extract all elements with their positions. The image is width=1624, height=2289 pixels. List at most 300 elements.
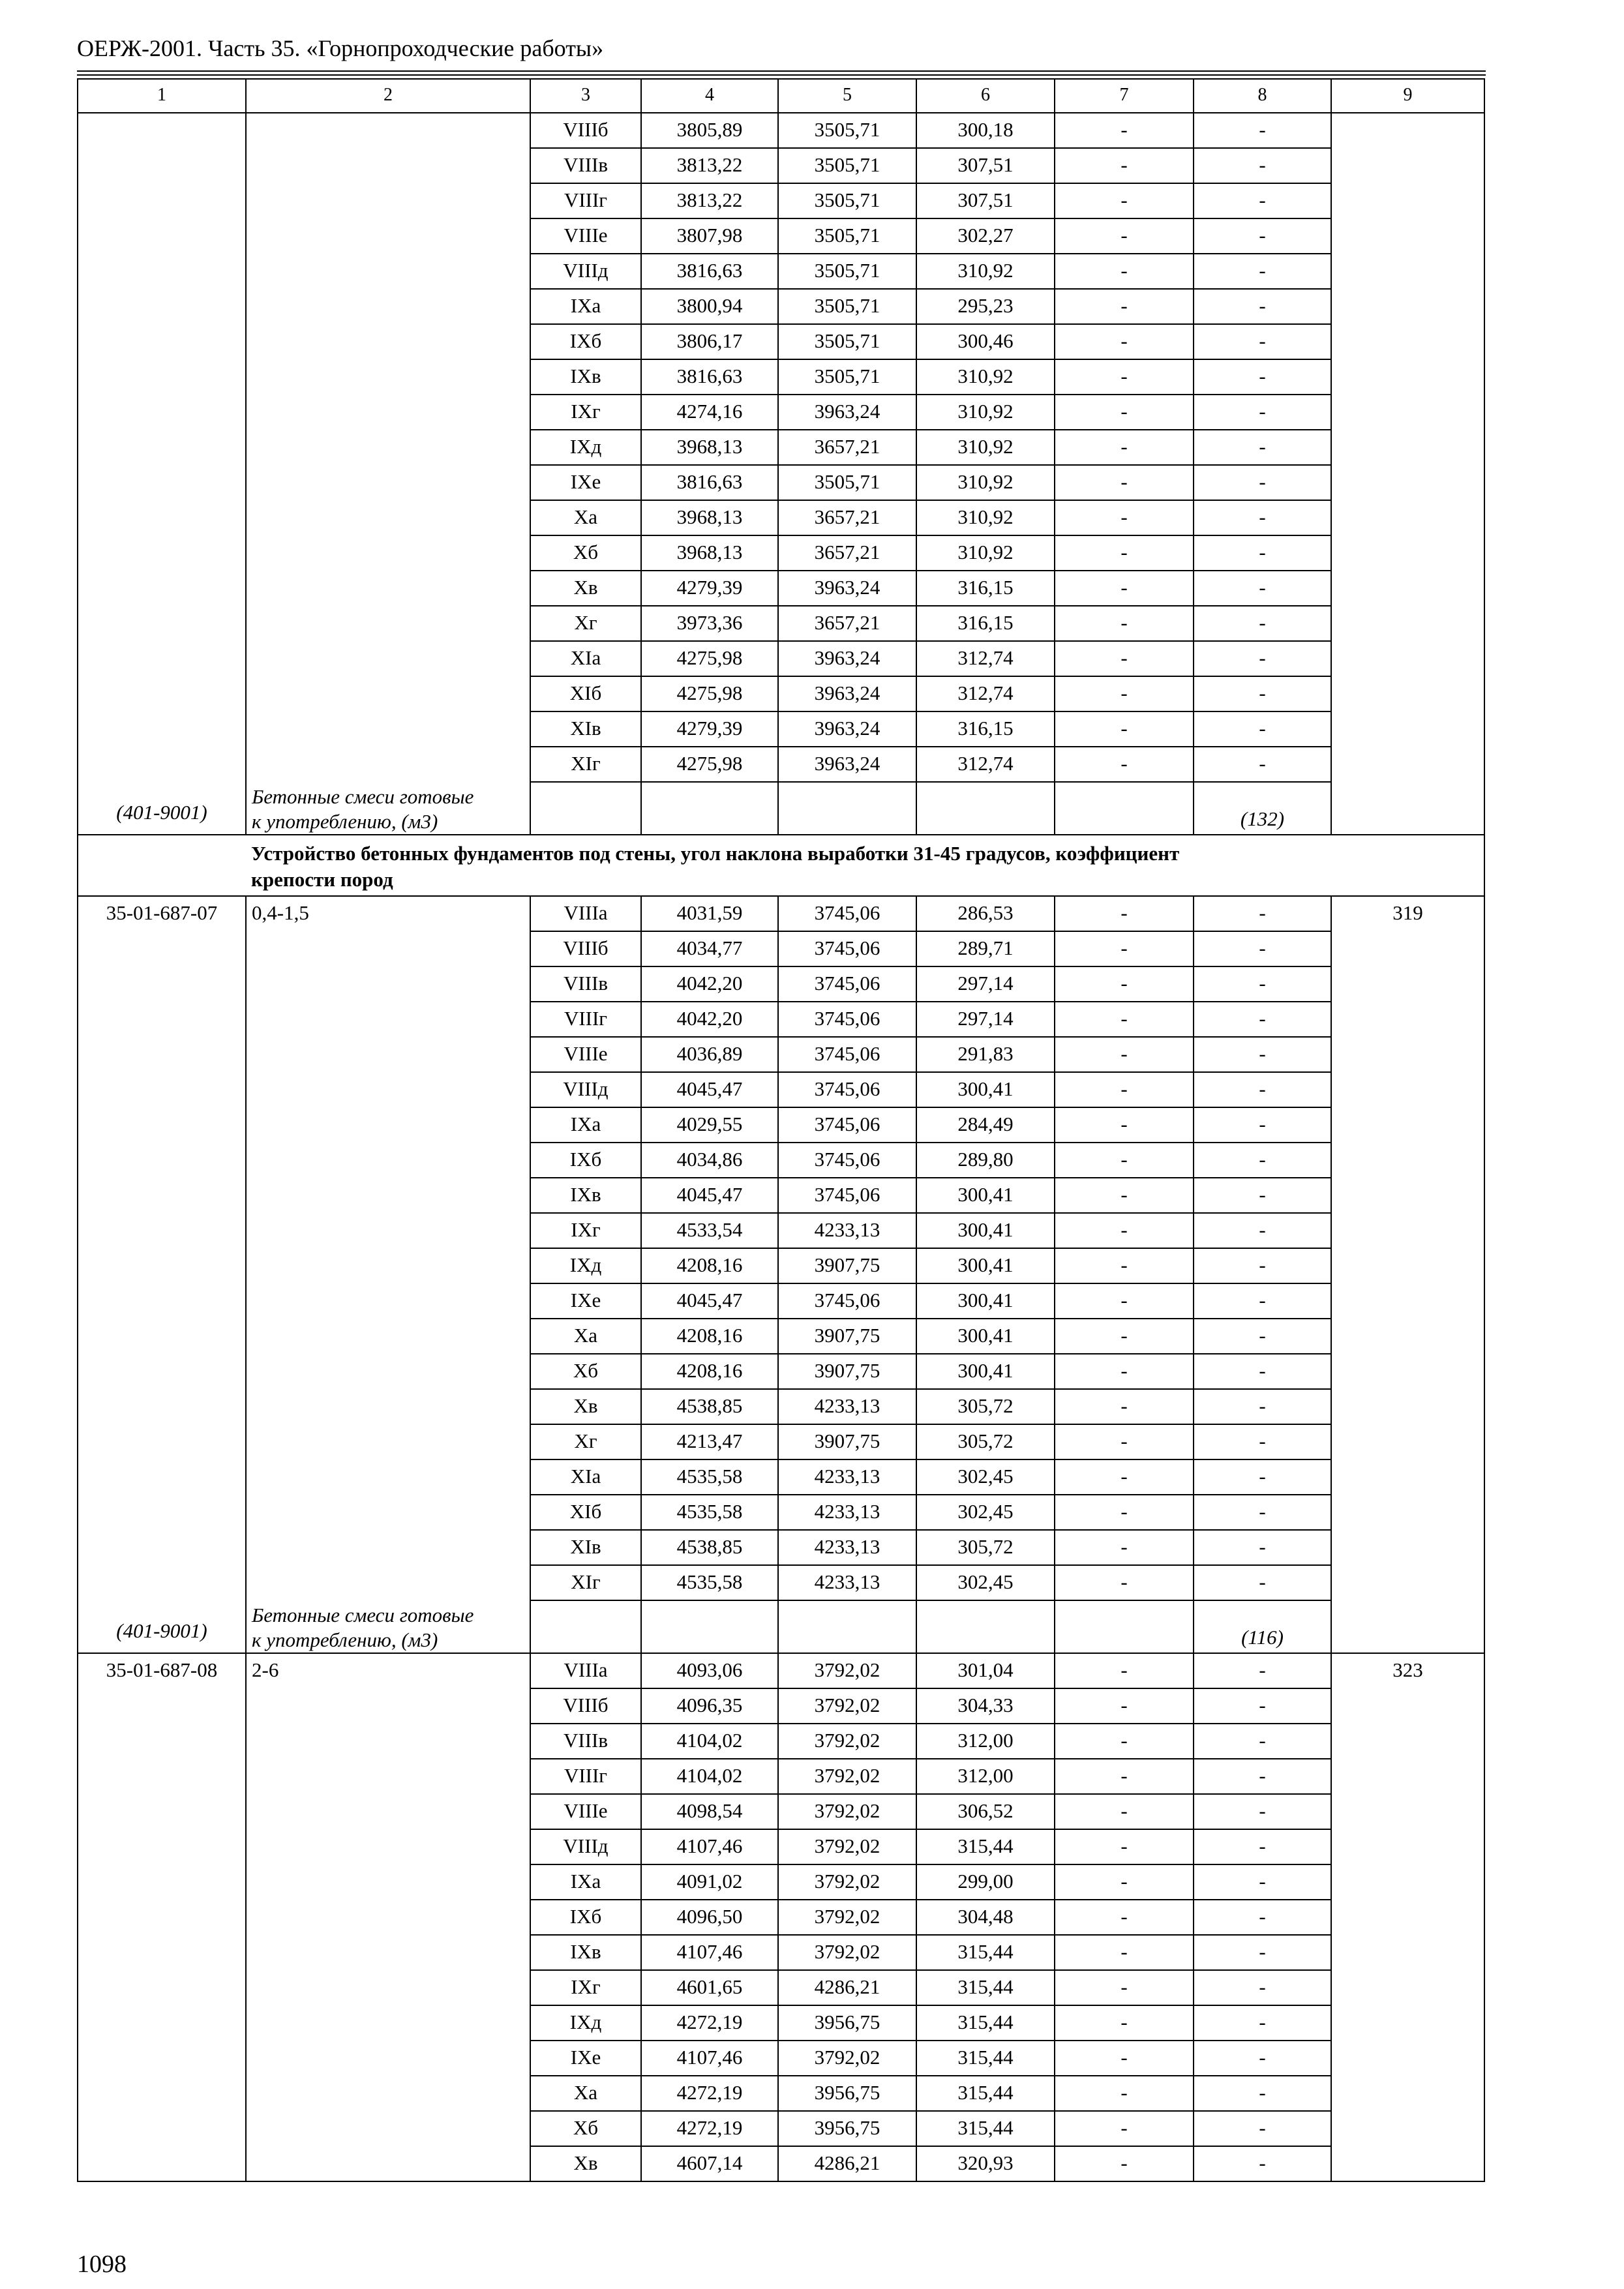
section-title-row [78, 835, 1484, 896]
rock-category: Xб [530, 535, 641, 571]
value-cell: 310,92 [916, 395, 1055, 430]
rate-parameter: 0,4-1,5 [246, 896, 530, 1600]
value-cell: - [1055, 254, 1194, 289]
rate-parameter: 2-6 [246, 1653, 530, 2181]
value-cell: 4535,58 [641, 1495, 778, 1530]
value-cell: 291,83 [916, 1037, 1055, 1072]
rock-category: IXг [530, 1970, 641, 2005]
value-cell: 4096,35 [641, 1688, 778, 1724]
value-cell: 4034,86 [641, 1143, 778, 1178]
header-rule-bottom [77, 74, 1486, 76]
rock-category: Xг [530, 606, 641, 641]
value-cell: 3745,06 [778, 1037, 916, 1072]
column-number-row [78, 79, 1484, 113]
rock-category: XIв [530, 1530, 641, 1565]
rock-category: IXб [530, 324, 641, 359]
value-cell: - [1194, 606, 1331, 641]
value-cell: 3505,71 [778, 359, 916, 395]
value-cell: - [1194, 1389, 1331, 1424]
value-cell: 4538,85 [641, 1530, 778, 1565]
value-cell: - [1055, 2111, 1194, 2146]
rock-category: XIа [530, 641, 641, 676]
value-cell: 3745,06 [778, 1178, 916, 1213]
value-cell: - [1055, 359, 1194, 395]
value-cell: - [1194, 148, 1331, 183]
value-cell: - [1055, 1354, 1194, 1389]
value-cell: 3745,06 [778, 966, 916, 1002]
value-cell: 3745,06 [778, 1143, 916, 1178]
value-cell: - [1194, 1530, 1331, 1565]
value-cell: 284,49 [916, 1107, 1055, 1143]
value-cell: 3963,24 [778, 711, 916, 747]
value-cell: - [1194, 218, 1331, 254]
value-cell: 316,15 [916, 606, 1055, 641]
value-cell: - [1055, 430, 1194, 465]
value-cell: 315,44 [916, 2111, 1055, 2146]
value-cell: 4107,46 [641, 1935, 778, 1970]
value-cell: - [1055, 2005, 1194, 2041]
resource-name [246, 782, 530, 835]
value-cell: - [1194, 1107, 1331, 1143]
value-cell: 3968,13 [641, 430, 778, 465]
value-cell: 3968,13 [641, 500, 778, 535]
rock-category: Xа [530, 1319, 641, 1354]
value-cell: - [1055, 1653, 1194, 1688]
resource-row [78, 782, 1484, 835]
value-cell: 300,41 [916, 1319, 1055, 1354]
value-cell: - [1055, 218, 1194, 254]
rock-category: IXд [530, 2005, 641, 2041]
value-cell: 315,44 [916, 1829, 1055, 1864]
rock-category: XIг [530, 1565, 641, 1600]
rock-category: IXе [530, 1283, 641, 1319]
value-cell: 4272,19 [641, 2111, 778, 2146]
value-cell: 316,15 [916, 571, 1055, 606]
value-cell: 3792,02 [778, 1724, 916, 1759]
value-cell: 320,93 [916, 2146, 1055, 2181]
rock-category: Xв [530, 571, 641, 606]
value-cell: - [1194, 747, 1331, 782]
rock-category: VIIIг [530, 1002, 641, 1037]
rock-category: IXе [530, 465, 641, 500]
rock-category: VIIIд [530, 1829, 641, 1864]
resource-name-line: Бетонные смеси готовые [252, 1604, 474, 1626]
value-cell: 4538,85 [641, 1389, 778, 1424]
value-cell: 4096,50 [641, 1900, 778, 1935]
rock-category: IXб [530, 1143, 641, 1178]
value-cell: 4107,46 [641, 2041, 778, 2076]
value-cell: 3745,06 [778, 1072, 916, 1107]
value-cell: 3505,71 [778, 254, 916, 289]
rock-category: XIг [530, 747, 641, 782]
rock-category: XIв [530, 711, 641, 747]
value-cell: - [1055, 1829, 1194, 1864]
value-cell: 4045,47 [641, 1072, 778, 1107]
value-cell: - [1055, 1935, 1194, 1970]
value-cell: 312,74 [916, 641, 1055, 676]
value-cell: 286,53 [916, 896, 1055, 931]
value-cell: - [1055, 1688, 1194, 1724]
value-cell: 307,51 [916, 183, 1055, 218]
value-cell: - [1194, 2005, 1331, 2041]
rock-category: VIIIе [530, 218, 641, 254]
rock-category: IXв [530, 359, 641, 395]
value-cell: 3505,71 [778, 183, 916, 218]
value-cell: - [1194, 1354, 1331, 1389]
value-cell: 3963,24 [778, 747, 916, 782]
value-cell: - [1055, 289, 1194, 324]
value-cell: 3505,71 [778, 289, 916, 324]
value-cell: 3745,06 [778, 896, 916, 931]
empty-cell [1055, 782, 1194, 835]
value-cell: - [1055, 1319, 1194, 1354]
table-row [78, 896, 1484, 931]
value-cell: 310,92 [916, 465, 1055, 500]
value-cell: - [1194, 183, 1331, 218]
value-cell: 4233,13 [778, 1530, 916, 1565]
value-cell: 300,41 [916, 1248, 1055, 1283]
value-cell: 3792,02 [778, 1653, 916, 1688]
rock-category: XIа [530, 1459, 641, 1495]
value-cell: - [1055, 676, 1194, 711]
value-cell: 315,44 [916, 2041, 1055, 2076]
value-cell: 3813,22 [641, 148, 778, 183]
value-cell: 297,14 [916, 966, 1055, 1002]
resource-name-line: к употреблению, (м3) [252, 810, 438, 833]
value-cell: 299,00 [916, 1864, 1055, 1900]
value-cell: 3792,02 [778, 1900, 916, 1935]
value-cell: 300,41 [916, 1072, 1055, 1107]
rock-category: IXе [530, 2041, 641, 2076]
value-cell: - [1194, 1688, 1331, 1724]
value-cell: - [1055, 1143, 1194, 1178]
value-cell: 295,23 [916, 289, 1055, 324]
value-cell: 3907,75 [778, 1319, 916, 1354]
value-cell: - [1055, 1530, 1194, 1565]
value-cell: - [1194, 324, 1331, 359]
value-cell: 3963,24 [778, 571, 916, 606]
value-cell: 3792,02 [778, 1688, 916, 1724]
rock-category: IXд [530, 1248, 641, 1283]
value-cell: - [1055, 1495, 1194, 1530]
value-cell: 312,00 [916, 1724, 1055, 1759]
value-cell: 4233,13 [778, 1389, 916, 1424]
value-cell: 302,45 [916, 1565, 1055, 1600]
empty-cell [1055, 1600, 1194, 1653]
value-cell: 3657,21 [778, 430, 916, 465]
value-cell: - [1194, 2146, 1331, 2181]
value-cell: - [1055, 931, 1194, 966]
value-cell: 4208,16 [641, 1354, 778, 1389]
value-cell: 310,92 [916, 430, 1055, 465]
value-cell: 4233,13 [778, 1565, 916, 1600]
value-cell: 4275,98 [641, 747, 778, 782]
value-cell: 302,27 [916, 218, 1055, 254]
value-cell: - [1055, 1283, 1194, 1319]
value-cell: - [1055, 1794, 1194, 1829]
value-cell: 3800,94 [641, 289, 778, 324]
value-cell: - [1194, 571, 1331, 606]
empty-cell [778, 782, 916, 835]
value-cell: - [1055, 324, 1194, 359]
empty-cell [916, 1600, 1055, 1653]
value-cell: 312,74 [916, 676, 1055, 711]
value-cell: - [1055, 966, 1194, 1002]
value-cell: - [1055, 183, 1194, 218]
rock-category: VIIIе [530, 1037, 641, 1072]
rock-category: IXв [530, 1935, 641, 1970]
reference-number [1331, 113, 1484, 835]
rock-category: Xб [530, 1354, 641, 1389]
rock-category: Xв [530, 1389, 641, 1424]
value-cell: - [1194, 1565, 1331, 1600]
value-cell: 3816,63 [641, 359, 778, 395]
value-cell: - [1055, 1724, 1194, 1759]
value-cell: - [1194, 1319, 1331, 1354]
value-cell: 4274,16 [641, 395, 778, 430]
page-number: 1098 [77, 2251, 127, 2278]
table-row [78, 113, 1484, 148]
section-title-line: Устройство бетонных фундаментов под стены, угол наклона выработки 31-45 градусов, коэффициент [251, 842, 1180, 865]
value-cell: 4208,16 [641, 1248, 778, 1283]
value-cell: - [1055, 500, 1194, 535]
value-cell: 4213,47 [641, 1424, 778, 1459]
value-cell: 306,52 [916, 1794, 1055, 1829]
value-cell: - [1194, 1002, 1331, 1037]
rock-category: VIIIб [530, 113, 641, 148]
rock-category: VIIIв [530, 148, 641, 183]
value-cell: - [1194, 1459, 1331, 1495]
value-cell: 4233,13 [778, 1495, 916, 1530]
value-cell: 4107,46 [641, 1829, 778, 1864]
empty-cell [530, 782, 641, 835]
value-cell: - [1194, 1794, 1331, 1829]
value-cell: 4104,02 [641, 1759, 778, 1794]
value-cell: - [1194, 1900, 1331, 1935]
value-cell: - [1194, 1724, 1331, 1759]
value-cell: 3806,17 [641, 324, 778, 359]
rate-code [78, 113, 246, 782]
value-cell: 4091,02 [641, 1864, 778, 1900]
value-cell: 4272,19 [641, 2076, 778, 2111]
rates-table [77, 78, 1485, 2182]
column-number: 6 [916, 79, 1055, 113]
value-cell: 3968,13 [641, 535, 778, 571]
column-number: 8 [1194, 79, 1331, 113]
value-cell: - [1055, 1178, 1194, 1213]
header-rule-top [77, 70, 1486, 72]
value-cell: - [1055, 1565, 1194, 1600]
value-cell: - [1055, 1107, 1194, 1143]
rock-category: VIIIа [530, 896, 641, 931]
value-cell: 3956,75 [778, 2076, 916, 2111]
value-cell: - [1194, 2041, 1331, 2076]
column-number: 4 [641, 79, 778, 113]
rock-category: XIб [530, 676, 641, 711]
value-cell: 3807,98 [641, 218, 778, 254]
value-cell: - [1055, 1002, 1194, 1037]
value-cell: 3505,71 [778, 148, 916, 183]
rock-category: IXа [530, 1864, 641, 1900]
value-cell: 315,44 [916, 2005, 1055, 2041]
value-cell: 3792,02 [778, 1935, 916, 1970]
value-cell: - [1055, 113, 1194, 148]
value-cell: - [1194, 359, 1331, 395]
rock-category: Xв [530, 2146, 641, 2181]
value-cell: - [1194, 1283, 1331, 1319]
empty-cell [530, 1600, 641, 1653]
value-cell: 4042,20 [641, 1002, 778, 1037]
value-cell: 4233,13 [778, 1459, 916, 1495]
page-header: ОЕРЖ-2001. Часть 35. «Горнопроходческие работы» [77, 35, 604, 61]
value-cell: 310,92 [916, 359, 1055, 395]
value-cell: 304,33 [916, 1688, 1055, 1724]
rock-category: Xа [530, 2076, 641, 2111]
value-cell: - [1194, 2111, 1331, 2146]
value-cell: - [1194, 535, 1331, 571]
column-number: 1 [78, 79, 246, 113]
value-cell: 300,41 [916, 1354, 1055, 1389]
value-cell: 4601,65 [641, 1970, 778, 2005]
value-cell: - [1194, 289, 1331, 324]
value-cell: 4279,39 [641, 711, 778, 747]
rock-category: IXд [530, 430, 641, 465]
value-cell: 4034,77 [641, 931, 778, 966]
rock-category: Xб [530, 2111, 641, 2146]
empty-cell [641, 782, 778, 835]
value-cell: 300,41 [916, 1178, 1055, 1213]
value-cell: 4535,58 [641, 1565, 778, 1600]
value-cell: 310,92 [916, 535, 1055, 571]
value-cell: - [1055, 2076, 1194, 2111]
value-cell: - [1055, 148, 1194, 183]
value-cell: - [1055, 1759, 1194, 1794]
value-cell: - [1194, 1829, 1331, 1864]
value-cell: 289,80 [916, 1143, 1055, 1178]
value-cell: 4045,47 [641, 1283, 778, 1319]
value-cell: 4104,02 [641, 1724, 778, 1759]
value-cell: 3505,71 [778, 218, 916, 254]
value-cell: 305,72 [916, 1424, 1055, 1459]
value-cell: - [1055, 896, 1194, 931]
value-cell: - [1194, 1653, 1331, 1688]
column-number: 7 [1055, 79, 1194, 113]
value-cell: 3745,06 [778, 1283, 916, 1319]
value-cell: 300,18 [916, 113, 1055, 148]
value-cell: 300,41 [916, 1283, 1055, 1319]
column-number: 2 [246, 79, 530, 113]
value-cell: 305,72 [916, 1530, 1055, 1565]
empty-cell [916, 782, 1055, 835]
rock-category: IXб [530, 1900, 641, 1935]
value-cell: 297,14 [916, 1002, 1055, 1037]
value-cell: 3792,02 [778, 1794, 916, 1829]
value-cell: 289,71 [916, 931, 1055, 966]
resource-value: (116) [1194, 1600, 1331, 1653]
value-cell: - [1194, 966, 1331, 1002]
value-cell: 316,15 [916, 711, 1055, 747]
resource-name-line: Бетонные смеси готовые [252, 785, 474, 808]
value-cell: 302,45 [916, 1495, 1055, 1530]
value-cell: - [1194, 896, 1331, 931]
value-cell: 315,44 [916, 1935, 1055, 1970]
value-cell: 310,92 [916, 254, 1055, 289]
value-cell: - [1194, 1495, 1331, 1530]
value-cell: 3805,89 [641, 113, 778, 148]
value-cell: 315,44 [916, 1970, 1055, 2005]
value-cell: 3816,63 [641, 254, 778, 289]
value-cell: - [1194, 1970, 1331, 2005]
value-cell: - [1194, 254, 1331, 289]
value-cell: - [1194, 113, 1331, 148]
rock-category: VIIIа [530, 1653, 641, 1688]
value-cell: 3816,63 [641, 465, 778, 500]
value-cell: 3792,02 [778, 1829, 916, 1864]
value-cell: 4093,06 [641, 1653, 778, 1688]
rate-code: 35-01-687-07 [78, 896, 246, 1600]
value-cell: - [1194, 1935, 1331, 1970]
resource-name [246, 1600, 530, 1653]
value-cell: 4036,89 [641, 1037, 778, 1072]
value-cell: 4098,54 [641, 1794, 778, 1829]
column-number: 9 [1331, 79, 1484, 113]
value-cell: 3505,71 [778, 113, 916, 148]
rock-category: VIIIб [530, 931, 641, 966]
empty-cell [778, 1600, 916, 1653]
value-cell: 3907,75 [778, 1354, 916, 1389]
table-row [78, 1653, 1484, 1688]
value-cell: - [1194, 1213, 1331, 1248]
rock-category: Xа [530, 500, 641, 535]
resource-value: (132) [1194, 782, 1331, 835]
value-cell: - [1055, 2146, 1194, 2181]
value-cell: 3505,71 [778, 465, 916, 500]
rock-category: VIIIд [530, 254, 641, 289]
rock-category: IXг [530, 395, 641, 430]
value-cell: - [1055, 2041, 1194, 2076]
value-cell: 3907,75 [778, 1424, 916, 1459]
value-cell: 3973,36 [641, 606, 778, 641]
value-cell: - [1194, 641, 1331, 676]
value-cell: 3907,75 [778, 1248, 916, 1283]
rock-category: VIIIд [530, 1072, 641, 1107]
value-cell: 310,92 [916, 500, 1055, 535]
value-cell: 4029,55 [641, 1107, 778, 1143]
value-cell: - [1055, 535, 1194, 571]
rock-category: VIIIв [530, 966, 641, 1002]
value-cell: 304,48 [916, 1900, 1055, 1935]
rock-category: XIб [530, 1495, 641, 1530]
rock-category: VIIIб [530, 1688, 641, 1724]
value-cell: 302,45 [916, 1459, 1055, 1495]
value-cell: - [1194, 395, 1331, 430]
value-cell: 315,44 [916, 2076, 1055, 2111]
column-number: 5 [778, 79, 916, 113]
value-cell: 3956,75 [778, 2005, 916, 2041]
value-cell: - [1194, 676, 1331, 711]
value-cell: - [1194, 1424, 1331, 1459]
rate-parameter [246, 113, 530, 782]
value-cell: 3792,02 [778, 1759, 916, 1794]
resource-code: (401-9001) [78, 782, 246, 835]
value-cell: 300,46 [916, 324, 1055, 359]
value-cell: 3963,24 [778, 676, 916, 711]
rock-category: IXа [530, 1107, 641, 1143]
value-cell: - [1194, 430, 1331, 465]
value-cell: 3657,21 [778, 606, 916, 641]
value-cell: 4286,21 [778, 2146, 916, 2181]
value-cell: - [1055, 1970, 1194, 2005]
